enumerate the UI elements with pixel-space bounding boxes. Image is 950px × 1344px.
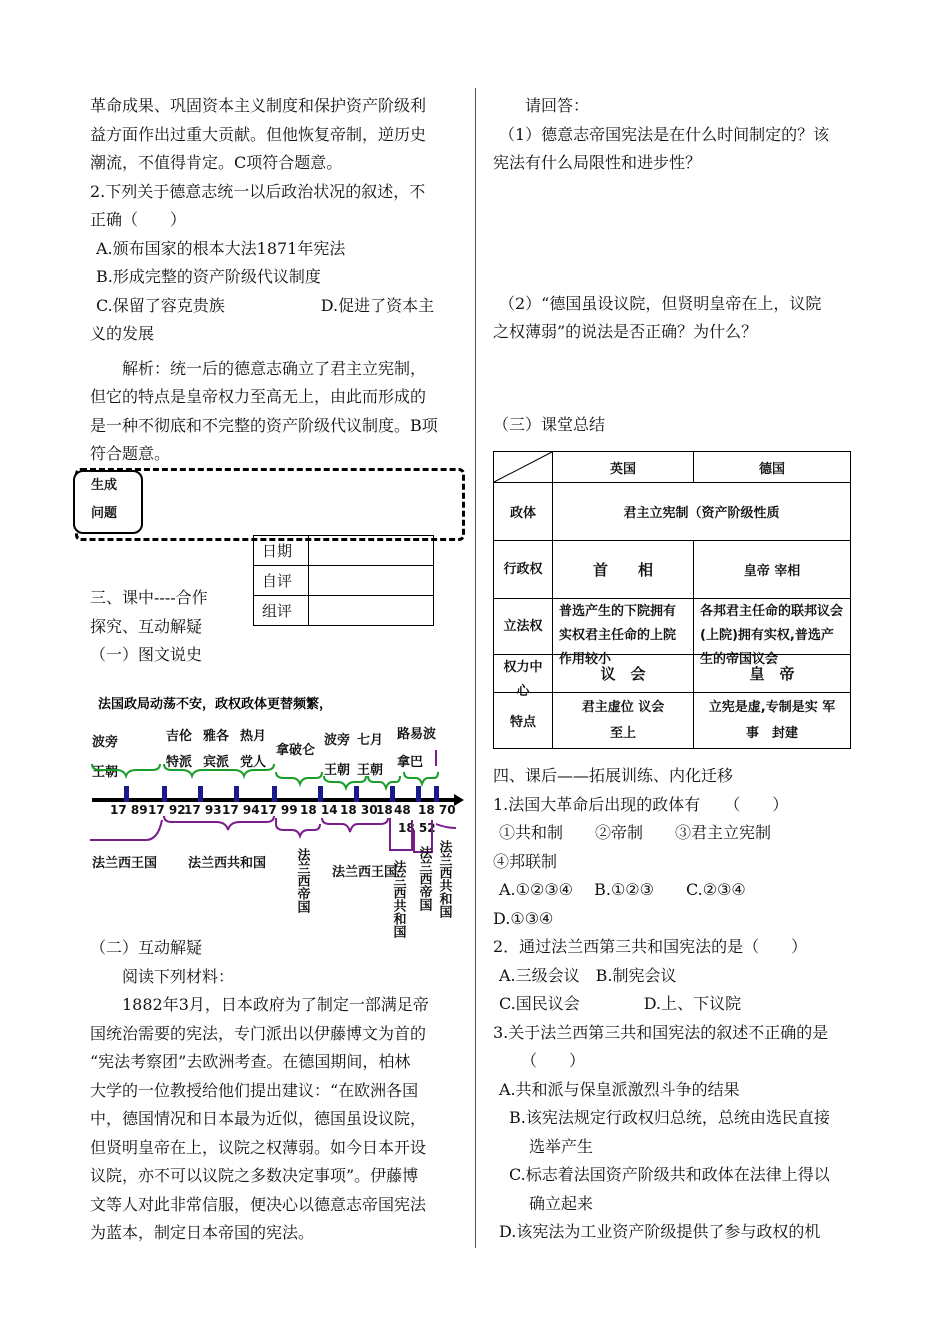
marker-1793	[198, 786, 203, 802]
answer-space-2[interactable]	[493, 347, 865, 411]
brace-third-republic	[436, 824, 456, 828]
france-timeline	[86, 690, 466, 954]
brace-first-republic	[164, 816, 274, 830]
brace-napoleon	[276, 772, 322, 784]
year-1830: 18 30	[340, 803, 378, 817]
label-jacobin-1: 雅各	[203, 729, 230, 744]
interactive-section	[90, 934, 455, 1248]
row-exec-key: 行政权	[494, 541, 553, 599]
exercise-3-b: B.该宪法规定行政权归总统，总统由选民直接 选举产生	[509, 1108, 830, 1156]
exercise-1-answers: A.①②③④ B.①②③ C.②③④	[499, 880, 746, 899]
exercise-1: 1.法国大革命后出现的政体有 （ ）	[493, 794, 789, 814]
row-leg-key: 立法权	[494, 599, 553, 655]
label-bourbon-2: 波旁	[324, 733, 351, 748]
option-d: D.促进了资本主	[320, 295, 435, 315]
marker-1814	[318, 786, 323, 802]
label-july-2: 王朝	[357, 763, 384, 778]
label-july-1: 七月	[357, 733, 384, 748]
year-1789: 17 89	[110, 803, 148, 817]
marker-1852	[416, 786, 421, 802]
material-line6: 但贤明皇帝在上，议院之权薄弱。如今日本开设	[90, 1137, 427, 1157]
column-divider	[475, 88, 476, 1248]
brace-kingdom	[90, 820, 162, 840]
label-bourbon-1: 波旁	[92, 735, 119, 750]
label-dynasty-1: 王朝	[92, 765, 119, 780]
material-line4: 大学的一位教授给他们提出建议：“在欧洲各国	[90, 1080, 419, 1100]
exercise-2-cd: C.国民议会 D.上、下议院	[499, 994, 742, 1013]
summary-corner	[494, 452, 553, 483]
row-feature-uk: 君主虚位 议会至上	[553, 693, 694, 749]
label-jacobin-2: 宾派	[203, 755, 230, 770]
exercise-2-ab: A.三级会议 B.制宪会议	[499, 965, 677, 985]
year-18: 18	[376, 803, 393, 817]
marker-1870	[434, 786, 439, 802]
subsection-1: （一）图文说史	[90, 645, 203, 664]
brace-first-empire	[276, 818, 320, 836]
exercise-2: 2．通过法兰西第三共和国宪法的是（ ）	[493, 937, 808, 956]
row-center-uk: 议 会	[553, 655, 694, 693]
eval-self-value[interactable]	[309, 566, 434, 596]
label-republic-3: 法兰西共和国	[436, 840, 452, 918]
row-leg-de: 各邦君主任命的联邦议会(上院)拥有实权,普选产生的帝国议会	[694, 599, 851, 655]
read-prompt: 阅读下列材料：	[122, 966, 235, 986]
ask-prompt: 请回答：	[525, 96, 590, 115]
label-kingdom-2: 法兰西王国	[332, 865, 398, 880]
right-q1-line1: （1）德意志帝国宪法是在什么时间制定的？该	[499, 124, 830, 144]
marker-1789	[124, 786, 129, 802]
label-girondin-2: 特派	[166, 755, 193, 770]
material-line9: 为蓝本，制定日本帝国的宪法。	[90, 1223, 315, 1242]
question-2-line2: 正确（ ）	[90, 210, 187, 229]
section-4	[493, 762, 865, 1247]
eval-group-value[interactable]	[309, 596, 434, 626]
analysis-line2: 但它的特点是皇帝权力至高无上，由此而形成的	[90, 387, 427, 406]
left-column	[90, 92, 455, 469]
label-girondin-1: 吉伦	[166, 729, 193, 744]
row-center-key: 权力中心	[494, 655, 553, 693]
para1-line3: 潮流，不值得肯定。C项符合题意。	[90, 153, 343, 172]
marker-1799	[272, 786, 277, 802]
section-3-heading: 三、课中----合作 探究、互动解疑 （一）图文说史	[90, 584, 250, 670]
evaluation-table	[253, 535, 434, 626]
para1-line1: 革命成果、巩固资本主义制度和保护资产阶级利	[90, 96, 427, 115]
label-kingdom-1: 法兰西王国	[92, 856, 158, 871]
label-thermidor-2: 党人	[240, 755, 267, 770]
label-louis-1: 路易波	[397, 727, 437, 742]
year-1794: 17 94	[222, 803, 260, 817]
analysis-line1: 解析：统一后的德意志确立了君主立宪制，	[122, 358, 427, 378]
label-louis-2: 拿巴	[397, 755, 424, 770]
right-q2-line1: （2）“德国虽设议院，但贤明皇帝在上，议院	[499, 293, 822, 313]
row-leg-uk: 普选产生的下院拥有实权君主任命的上院作用较小	[553, 599, 694, 655]
year-1793: 17 93	[184, 803, 222, 817]
material-line2: 国统治需要的宪法，专门派出以伊藤博文为首的	[90, 1023, 427, 1043]
exercise-3: 3.关于法兰西第三共和国宪法的叙述不正确的是	[493, 1022, 829, 1042]
marker-1794	[234, 786, 239, 802]
exercise-1-option4: ④邦联制	[493, 851, 558, 871]
year-1814: 18 14	[300, 803, 338, 817]
material-line8: 文等人对此非常信服，便决心以德意志帝国宪法	[90, 1194, 427, 1214]
exercise-3-a: A.共和派与保皇派激烈斗争的结果	[499, 1079, 740, 1099]
row-feature-de: 立宪是虚,专制是实 军事 封建	[694, 693, 851, 749]
marker-1830	[354, 786, 359, 802]
material-line5: 中，德国情况和日本最为近似，德国虽设议院，	[90, 1109, 427, 1128]
row-regime-key: 政体	[494, 483, 553, 541]
row-feature-key: 特点	[494, 693, 553, 749]
exercise-3-paren: （ ）	[521, 1051, 586, 1070]
exercise-1-options: ①共和制 ②帝制 ③君主立宪制	[499, 823, 772, 842]
subsection-2: （二）互动解疑	[90, 938, 203, 957]
option-a: A.颁布国家的根本大法1871年宪法	[96, 238, 346, 258]
head-uk: 英国	[553, 452, 694, 483]
eval-group-label: 组评	[254, 596, 309, 626]
label-republic-1: 法兰西共和国	[188, 856, 267, 871]
option-cd	[90, 292, 455, 321]
exercise-1-answer-d: D.①③④	[493, 908, 554, 928]
eval-self-label: 自评	[254, 566, 309, 596]
right-column	[493, 92, 865, 439]
material-line3: “宪法考察团”去欧洲考查。在德国期间，柏林	[90, 1052, 411, 1071]
marker-1792	[162, 786, 167, 802]
summary-table	[493, 451, 851, 749]
year-1870: 18 70	[418, 803, 456, 817]
question-2: 2.下列关于德意志统一以后政治状况的叙述，不	[90, 181, 426, 201]
generate-question-label: 生成 问题	[73, 470, 143, 534]
answer-space-1[interactable]	[493, 178, 865, 290]
eval-date-label: 日期	[254, 536, 309, 566]
brace-louis	[404, 772, 438, 784]
para1-line2: 益方面作出过重大贡献。但他恢复帝制，逆历史	[90, 124, 427, 144]
row-regime-value: 君主立宪制（资产阶级性质	[553, 483, 851, 541]
right-q1-line2: 宪法有什么局限性和进步性？	[493, 153, 702, 172]
exercise-3-d: D.该宪法为工业资产阶级提供了参与政权的机	[499, 1222, 821, 1241]
label-empire-1: 法兰西帝国	[294, 848, 310, 913]
head-de: 德国	[694, 452, 851, 483]
summary-title: （三）课堂总结	[493, 414, 606, 434]
label-republic-2: 法兰西共和国	[390, 860, 406, 938]
year-1799: 17 99	[260, 803, 298, 817]
exercise-3-c: C.标志着法国资产阶级共和政体在法律上得以 确立起来	[509, 1165, 830, 1213]
label-dynasty-2: 王朝	[324, 763, 351, 778]
material-line1: 1882年3月，日本政府为了制定一部满足帝	[122, 995, 429, 1014]
right-q2-line2: 之权薄弱”的说法是否正确？为什么？	[493, 322, 758, 341]
year-48: 48	[394, 803, 411, 817]
row-exec-uk: 首 相	[553, 541, 694, 599]
row-center-de: 皇 帝	[694, 655, 851, 693]
marker-1848	[390, 786, 395, 802]
option-d-line2: 义的发展	[90, 324, 155, 343]
row-exec-de: 皇帝 宰相	[694, 541, 851, 599]
section-4-heading: 四、课后——拓展训练、内化迁移	[493, 766, 734, 785]
label-napoleon: 拿破仑	[276, 743, 316, 758]
analysis-line3: 是一种不彻底和不完整的资产阶级代议制度。B项	[90, 415, 438, 435]
brace-kingdom-2	[322, 818, 388, 832]
label-thermidor-1: 热月	[240, 729, 267, 744]
year-1852: 18 52	[398, 821, 436, 835]
option-c: C.保留了容克贵族	[96, 295, 225, 315]
timeline-title: 法国政局动荡不安，政权政体更替频繁，	[98, 697, 333, 712]
option-b: B.形成完整的资产阶级代议制度	[96, 267, 321, 286]
material-line7: 议院，亦不可以议院之多数决定事项”。伊藤博	[90, 1166, 419, 1185]
analysis-line4: 符合题意。	[90, 444, 171, 463]
year-1792: 17 92	[148, 803, 186, 817]
label-empire-2: 法兰西帝国	[416, 846, 432, 911]
eval-date-value[interactable]	[309, 536, 434, 566]
